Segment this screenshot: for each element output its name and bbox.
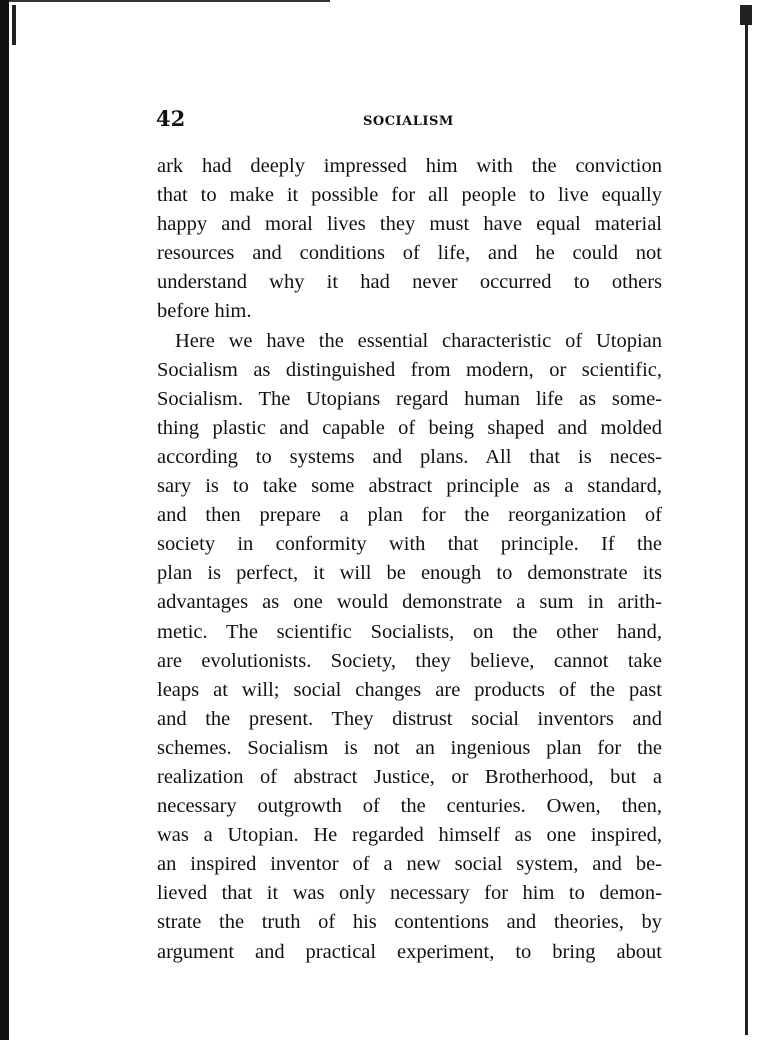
text-line: metic. The scientific Socialists, on the other hand, (157, 620, 662, 643)
scan-edge-right (745, 5, 748, 1035)
paragraph (157, 327, 662, 967)
text-line: resources and conditions of life, and he could not (157, 242, 662, 265)
scan-edge-left (0, 0, 9, 1040)
text-line: understand why it had never occurred to others (157, 271, 662, 294)
text-line: strate the truth of his contentions and theories, by (157, 911, 662, 934)
text-line: before him. (157, 300, 252, 323)
text-line: realization of abstract Justice, or Brotherhood, but a (157, 765, 662, 788)
text-line: and then prepare a plan for the reorganization of (157, 504, 662, 527)
text-line: an inspired inventor of a new social system, and be- (157, 853, 662, 876)
text-line: Socialism as distinguished from modern, or scientific, (157, 358, 662, 381)
text-line: was a Utopian. He regarded himself as one inspired, (157, 824, 662, 847)
text-line: argument and practical experiment, to bring about (157, 940, 662, 963)
page-body (157, 152, 662, 967)
text-line: according to systems and plans. All that is neces- (157, 445, 662, 468)
text-line: Here we have the essential characteristic of Utopian (175, 329, 662, 352)
text-line: are evolutionists. Society, they believe, cannot take (157, 649, 662, 672)
text-line: sary is to take some abstract principle as a standard, (157, 475, 662, 498)
text-line: ark had deeply impressed him with the conviction (157, 155, 662, 177)
running-title: SOCIALISM (363, 114, 454, 129)
scan-edge-left-mark (12, 5, 16, 45)
paragraph (157, 152, 662, 327)
text-line: plan is perfect, it will be enough to demonstrate its (157, 562, 662, 585)
text-line: and the present. They distrust social inventors and (157, 707, 662, 730)
page-number: 42 (156, 106, 186, 131)
text-line: that to make it possible for all people to live equally (157, 184, 662, 207)
text-line: advantages as one would demonstrate a sum in arith- (157, 591, 662, 614)
text-line: necessary outgrowth of the centuries. Owen, then, (157, 795, 662, 818)
text-line: schemes. Socialism is not an ingenious plan for the (157, 736, 662, 759)
scan-edge-top (0, 0, 330, 2)
text-line: happy and moral lives they must have equal material (157, 213, 662, 236)
text-line: lieved that it was only necessary for him to demon- (157, 882, 662, 905)
text-line: thing plastic and capable of being shaped and molded (157, 416, 662, 439)
text-line: society in conformity with that principle. If the (157, 533, 662, 556)
scan-edge-right-mark (740, 5, 752, 25)
text-line: Socialism. The Utopians regard human life as some- (157, 387, 662, 410)
text-line: leaps at will; social changes are products of the past (157, 678, 662, 701)
